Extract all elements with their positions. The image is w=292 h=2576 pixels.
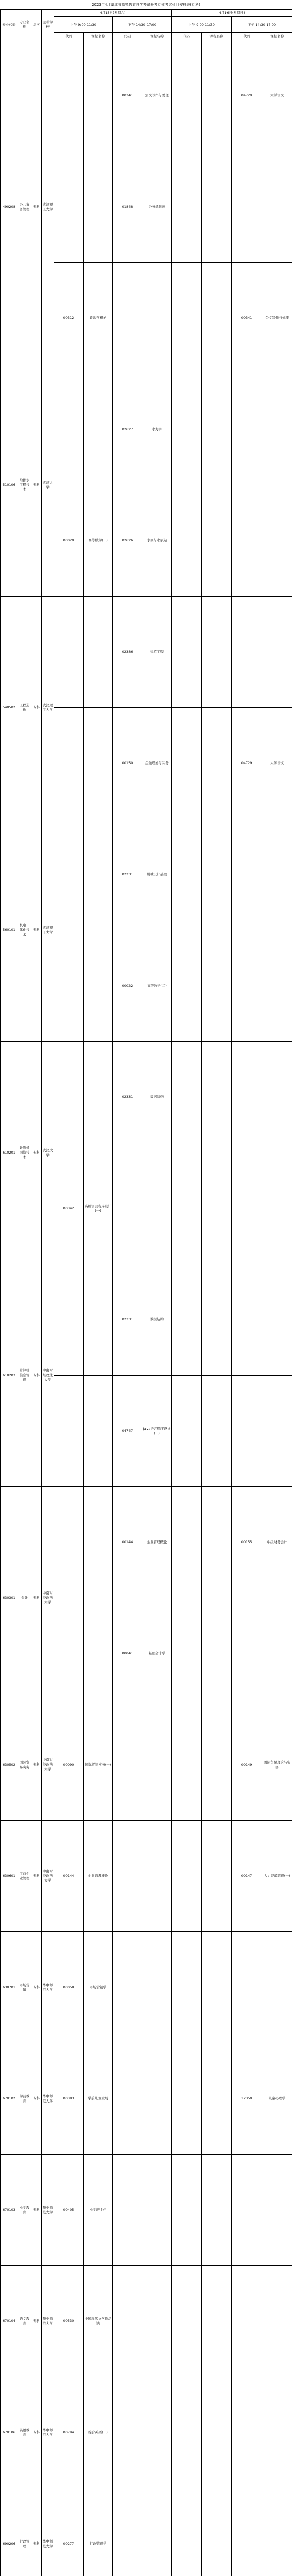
course-code: 00405 <box>54 2155 84 2266</box>
major-code: 630601 <box>1 1821 18 1932</box>
course-name <box>202 263 232 374</box>
course-code: 00144 <box>113 1487 142 1598</box>
schedule-table <box>0 9 292 2576</box>
course-name <box>202 2043 232 2155</box>
course-code <box>232 2488 262 2576</box>
course-name <box>142 1932 172 2043</box>
course-code <box>113 1932 142 2043</box>
major-school: 武汉理工大学 <box>42 40 54 374</box>
course-name: 公务员制度 <box>142 151 172 263</box>
course-name: 企业管理概论 <box>142 1487 172 1598</box>
course-name: 国际贸易实务(一) <box>84 1709 113 1821</box>
course-name: Java语言程序设计(一) <box>142 1376 172 1487</box>
course-name <box>202 1932 232 2043</box>
table-row <box>1 1487 292 1598</box>
page-title: 2023年4月湖北省高等教育自学考试开考专业考试科目安排表(专科) <box>92 3 200 7</box>
course-name <box>142 2266 172 2377</box>
course-name <box>84 151 113 263</box>
course-code <box>232 930 262 1042</box>
course-code <box>232 2155 262 2266</box>
course-name: 大学语文 <box>262 40 292 151</box>
schedule-body <box>1 40 292 2576</box>
header-sub-course: 课程名称 <box>262 33 292 40</box>
course-name <box>262 597 292 708</box>
course-name: 中级财务会计 <box>262 1487 292 1598</box>
header-sub-code: 代码 <box>54 33 84 40</box>
header-day1: 4月15日(星期六) <box>54 10 172 17</box>
major-level: 专科 <box>31 1932 42 2043</box>
course-code <box>232 485 262 597</box>
course-code <box>232 1153 262 1264</box>
course-code <box>232 1932 262 2043</box>
major-level: 专科 <box>31 1821 42 1932</box>
course-name: 金融理论与实务 <box>142 708 172 819</box>
course-code: 00150 <box>113 708 142 819</box>
course-code: 00144 <box>54 1821 84 1932</box>
major-school: 华中师范大学 <box>42 1932 54 2043</box>
course-code: 00020 <box>54 485 84 597</box>
table-row <box>1 1932 292 2043</box>
major-level: 专科 <box>31 1042 42 1264</box>
table-row <box>1 1042 292 1153</box>
course-code <box>172 1264 202 1376</box>
course-code: 12350 <box>232 2043 262 2155</box>
major-school: 华中师范大学 <box>42 2266 54 2377</box>
course-code <box>232 597 262 708</box>
major-level: 专科 <box>31 2043 42 2155</box>
course-name <box>142 2155 172 2266</box>
course-code <box>54 1487 84 1598</box>
course-name <box>84 1042 113 1153</box>
course-name <box>262 1932 292 2043</box>
course-name: 中国现代文学作品选 <box>84 2266 113 2377</box>
course-code <box>54 1264 84 1376</box>
course-code <box>113 263 142 374</box>
course-code <box>232 1376 262 1487</box>
course-code: 00530 <box>54 2266 84 2377</box>
course-code: 01848 <box>113 151 142 263</box>
course-name <box>202 374 232 485</box>
course-code <box>232 151 262 263</box>
course-code <box>113 1821 142 1932</box>
course-name: 小学班主任 <box>84 2155 113 2266</box>
table-row <box>1 2043 292 2155</box>
header-sub-code: 代码 <box>172 33 202 40</box>
course-name <box>84 374 113 485</box>
header-sub-course: 课程名称 <box>202 33 232 40</box>
course-code: 02386 <box>113 597 142 708</box>
course-name <box>142 2377 172 2488</box>
major-level: 专科 <box>31 2155 42 2266</box>
header-slot-2: 下午 14:30-17:00 <box>113 17 172 33</box>
course-name <box>262 1598 292 1709</box>
major-name: 计算机信息管理 <box>18 1264 31 1487</box>
course-name <box>84 597 113 708</box>
course-code: 00277 <box>54 2488 84 2576</box>
major-school: 中南财经政法大学 <box>42 1264 54 1487</box>
course-name <box>202 40 232 151</box>
course-code <box>113 2043 142 2155</box>
major-code: 610201 <box>1 1042 18 1264</box>
course-code <box>172 1153 202 1264</box>
major-name: 市场营销 <box>18 1932 31 2043</box>
course-name <box>202 2377 232 2488</box>
course-code <box>54 930 84 1042</box>
course-code: 00341 <box>113 40 142 151</box>
major-name: 工程造价 <box>18 597 31 819</box>
major-school: 中南财经政法大学 <box>42 1821 54 1932</box>
major-code: 670104 <box>1 2266 18 2377</box>
course-code <box>172 708 202 819</box>
course-code <box>172 2266 202 2377</box>
course-name <box>84 930 113 1042</box>
course-name <box>84 40 113 151</box>
course-code <box>54 374 84 485</box>
major-name: 小学教育 <box>18 2155 31 2266</box>
course-code: 00058 <box>54 1932 84 2043</box>
course-code: 00312 <box>54 263 84 374</box>
course-name <box>142 2488 172 2576</box>
course-code <box>54 1042 84 1153</box>
course-name <box>202 1709 232 1821</box>
course-name: 公文写作与处理 <box>262 263 292 374</box>
table-row <box>1 40 292 151</box>
course-code <box>232 2377 262 2488</box>
course-name <box>84 1376 113 1487</box>
course-code: 04729 <box>232 708 262 819</box>
header-sub-code: 代码 <box>113 33 142 40</box>
course-name <box>202 819 232 930</box>
course-name <box>262 2266 292 2377</box>
major-code: 630301 <box>1 1487 18 1709</box>
course-name: 人力资源管理(一) <box>262 1821 292 1932</box>
table-row <box>1 819 292 930</box>
course-code <box>172 2043 202 2155</box>
course-code <box>232 1598 262 1709</box>
major-code: 490208 <box>1 40 18 374</box>
table-row <box>1 374 292 485</box>
course-name <box>202 2155 232 2266</box>
major-level: 专科 <box>31 40 42 374</box>
header-sub-code: 代码 <box>232 33 262 40</box>
course-name <box>262 819 292 930</box>
major-level: 专科 <box>31 374 42 597</box>
major-school: 华中师范大学 <box>42 2155 54 2266</box>
course-name <box>202 2488 232 2576</box>
major-level: 专科 <box>31 597 42 819</box>
course-name: 数据结构 <box>142 1264 172 1376</box>
course-name <box>202 1487 232 1598</box>
course-code: 02331 <box>113 1264 142 1376</box>
major-school: 中南财经政法大学 <box>42 1709 54 1821</box>
header-school: 主考学校 <box>42 10 54 40</box>
course-code: 04729 <box>232 40 262 151</box>
course-name <box>262 2155 292 2266</box>
header-day2: 4月16日(星期日) <box>172 10 292 17</box>
course-code <box>54 1376 84 1487</box>
course-code: 02626 <box>113 485 142 597</box>
major-name: 语文教育 <box>18 2266 31 2377</box>
major-school: 华中师范大学 <box>42 2488 54 2576</box>
course-name <box>262 2488 292 2576</box>
course-code: 00155 <box>232 1487 262 1598</box>
course-code <box>232 1264 262 1376</box>
course-code <box>172 2155 202 2266</box>
course-name <box>202 1042 232 1153</box>
course-name <box>142 263 172 374</box>
major-name: 机电一体化技术 <box>18 819 31 1042</box>
course-code: 02231 <box>113 819 142 930</box>
table-row <box>1 597 292 708</box>
course-code <box>113 2155 142 2266</box>
course-name: 儿童心理学 <box>262 2043 292 2155</box>
course-code: 00342 <box>54 1153 84 1264</box>
course-code <box>113 1153 142 1264</box>
major-name: 国际贸易实务 <box>18 1709 31 1821</box>
course-name: 水力学 <box>142 374 172 485</box>
course-code <box>232 374 262 485</box>
course-code <box>113 1709 142 1821</box>
course-code: 04747 <box>113 1376 142 1487</box>
course-code <box>172 2377 202 2488</box>
major-code: 540502 <box>1 597 18 819</box>
course-code: 00149 <box>232 1709 262 1821</box>
course-code: 00041 <box>113 1598 142 1709</box>
course-name <box>262 930 292 1042</box>
table-row <box>1 2377 292 2488</box>
major-name: 公共事务管理 <box>18 40 31 374</box>
course-name: 政治学概论 <box>84 263 113 374</box>
major-name: 学前教育 <box>18 2043 31 2155</box>
course-code <box>113 2266 142 2377</box>
course-name: 企业管理概论 <box>84 1821 113 1932</box>
course-name <box>262 1153 292 1264</box>
course-code <box>172 485 202 597</box>
course-name: 公文写作与处理 <box>142 40 172 151</box>
course-code <box>54 597 84 708</box>
major-name: 给排水工程技术 <box>18 374 31 597</box>
course-name: 大学语文 <box>262 708 292 819</box>
course-code: 02627 <box>113 374 142 485</box>
table-row <box>1 2488 292 2576</box>
course-code <box>113 2377 142 2488</box>
course-code <box>232 1042 262 1153</box>
course-code <box>172 151 202 263</box>
major-level: 专科 <box>31 1709 42 1821</box>
major-code: 670106 <box>1 2377 18 2488</box>
course-name: 高级语言程序设计(一) <box>84 1153 113 1264</box>
course-name <box>262 485 292 597</box>
course-code <box>172 1487 202 1598</box>
header-sub-course: 课程名称 <box>142 33 172 40</box>
major-name: 英语教育 <box>18 2377 31 2488</box>
course-name: 高等数学(二) <box>142 930 172 1042</box>
course-code <box>172 1598 202 1709</box>
major-school: 武汉大学 <box>42 374 54 597</box>
table-row <box>1 1821 292 1932</box>
course-code <box>172 930 202 1042</box>
course-name <box>202 597 232 708</box>
major-school: 华中师范大学 <box>42 2377 54 2488</box>
major-level: 专科 <box>31 2377 42 2488</box>
course-code: 02331 <box>113 1042 142 1153</box>
major-school: 中南财经政法大学 <box>42 1487 54 1709</box>
table-row <box>1 1709 292 1821</box>
header-code: 专业代码 <box>1 10 18 40</box>
course-name: 行政管理学 <box>84 2488 113 2576</box>
course-code <box>54 151 84 263</box>
course-name <box>202 1153 232 1264</box>
course-code: 00147 <box>232 1821 262 1932</box>
course-name: 学前儿童发展 <box>84 2043 113 2155</box>
major-code: 630701 <box>1 1932 18 2043</box>
header-level: 层次 <box>31 10 42 40</box>
course-code <box>54 819 84 930</box>
course-code: 00341 <box>232 263 262 374</box>
course-name: 高等数学(一) <box>84 485 113 597</box>
header-slot-3: 上午 9:00-11:30 <box>172 17 232 33</box>
course-name <box>262 2377 292 2488</box>
course-name: 建筑工程 <box>142 597 172 708</box>
major-name: 行政管理 <box>18 2488 31 2576</box>
course-name <box>202 708 232 819</box>
major-code: 610203 <box>1 1264 18 1487</box>
major-level: 专科 <box>31 1487 42 1709</box>
course-name <box>262 374 292 485</box>
course-code: 00383 <box>54 2043 84 2155</box>
course-name <box>262 1042 292 1153</box>
major-code: 510106 <box>1 374 18 597</box>
major-level: 专科 <box>31 2266 42 2377</box>
course-name <box>202 1821 232 1932</box>
course-code <box>232 819 262 930</box>
table-row <box>1 2155 292 2266</box>
major-school: 武汉大学 <box>42 1042 54 1264</box>
course-code: 00794 <box>54 2377 84 2488</box>
course-name <box>262 1376 292 1487</box>
major-code: 630502 <box>1 1709 18 1821</box>
course-name: 机械设计基础 <box>142 819 172 930</box>
course-code <box>172 819 202 930</box>
major-level: 专科 <box>31 819 42 1042</box>
course-code <box>172 263 202 374</box>
course-name: 基础会计学 <box>142 1598 172 1709</box>
course-name: 水泵与水泵站 <box>142 485 172 597</box>
course-name <box>202 151 232 263</box>
header-slot-4: 下午 14:30-17:00 <box>232 17 292 33</box>
course-code: 00022 <box>113 930 142 1042</box>
course-code <box>172 1042 202 1153</box>
course-name <box>84 1598 113 1709</box>
major-name: 会计 <box>18 1487 31 1709</box>
major-school: 华中师范大学 <box>42 2043 54 2155</box>
course-name <box>142 2043 172 2155</box>
course-name <box>84 819 113 930</box>
major-code: 690206 <box>1 2488 18 2576</box>
course-name <box>202 1376 232 1487</box>
course-code <box>54 1598 84 1709</box>
table-row <box>1 2266 292 2377</box>
course-code: 00090 <box>54 1709 84 1821</box>
table-row <box>1 1264 292 1376</box>
major-level: 专科 <box>31 1264 42 1487</box>
course-name <box>202 485 232 597</box>
course-name <box>202 930 232 1042</box>
course-code <box>172 40 202 151</box>
header-name: 专业名称 <box>18 10 31 40</box>
course-name <box>84 1487 113 1598</box>
course-name: 数据结构 <box>142 1042 172 1153</box>
course-code <box>172 2488 202 2576</box>
course-name <box>202 2266 232 2377</box>
course-name <box>84 1264 113 1376</box>
course-name <box>202 1598 232 1709</box>
course-name: 市场营销学 <box>84 1932 113 2043</box>
major-school: 武汉理工大学 <box>42 597 54 819</box>
course-name <box>84 708 113 819</box>
course-name <box>142 1709 172 1821</box>
course-name: 国际贸易理论与实务 <box>262 1709 292 1821</box>
major-name: 工商企业管理 <box>18 1821 31 1932</box>
course-name <box>202 1264 232 1376</box>
major-school: 武汉理工大学 <box>42 819 54 1042</box>
course-code <box>172 374 202 485</box>
course-code <box>172 597 202 708</box>
course-name <box>142 1153 172 1264</box>
course-code <box>54 40 84 151</box>
course-code <box>172 1376 202 1487</box>
course-name <box>262 151 292 263</box>
header-slot-1: 上午 9:00-11:30 <box>54 17 113 33</box>
course-name <box>142 1821 172 1932</box>
major-code: 670102 <box>1 2043 18 2155</box>
course-name: 综合英语(一) <box>84 2377 113 2488</box>
header-sub-course: 课程名称 <box>84 33 113 40</box>
major-code: 560101 <box>1 819 18 1042</box>
course-code <box>172 1932 202 2043</box>
course-code <box>232 2266 262 2377</box>
major-code: 670103 <box>1 2155 18 2266</box>
major-name: 计算机网络技术 <box>18 1042 31 1264</box>
course-code <box>172 1821 202 1932</box>
course-code <box>172 1709 202 1821</box>
course-code <box>54 708 84 819</box>
course-code <box>113 2488 142 2576</box>
major-level: 专科 <box>31 2488 42 2576</box>
course-name <box>262 1264 292 1376</box>
